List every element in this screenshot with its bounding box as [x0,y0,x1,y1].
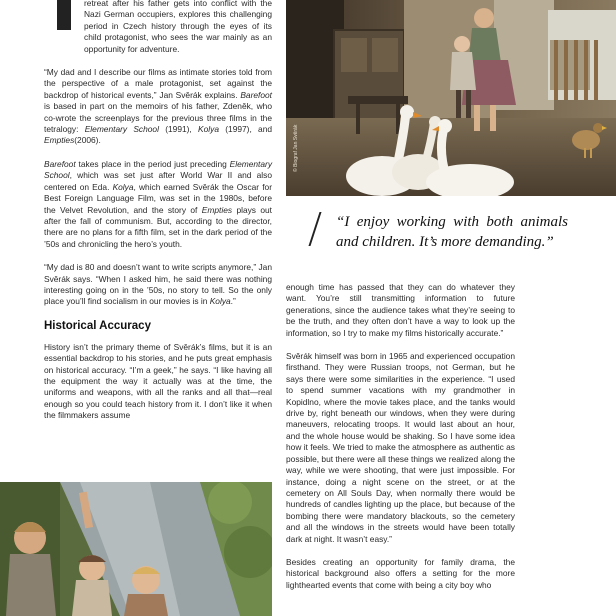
paragraph-history-backdrop: History isn’t the primary theme of Svěrák’s films, but it is an essential backdrop to his stories, and he puts great emphasis on historical accuracy. “I’m a geek,” he says. “I like having all the equipment the way it actually was at the time, the uniforms and weapons, with all the ranks and all that—real enough so you could teach history from it. I don’t like it when the filmmakers assume [44,341,272,421]
paragraph-barefoot-period: Barefoot takes place in the period just preceding Elementary School, which was set just after World War II and also centered on Eda. Kolya, which earned Svěrák the Oscar for Best Foreign Language Film, was set in the 1980s, before the Velvet Revolution, and the story of Empties plays out after the fall of communism. But, according to the director, there are no plans for a fifth film, set in the dark period of the ’50s and chronicling the hero’s youth. [44,158,273,249]
geese-scene-illustration [286,0,616,196]
photo-credit: © Biograf Jan Svěrák [293,124,299,172]
film-still-geese-photo [286,0,616,196]
paragraph-family-drama: Besides creating an opportunity for family drama, the historical background also offers a setting for the more lighthearted events that come with being a city boy who [286,556,515,590]
paragraph-born-1965: Svěrák himself was born in 1965 and experienced occupation firsthand. They were Russian troops, not German, but he says there were some similarities in the experience. “I used to spend summer vacations with my grandmother in Kopidlno, where the movie takes place, and the tanks would drive by, right beneath our windows, when they were during maneuvers, relocating troops. It would last about an hour, and the whole house would be shaking. So I have some idea how it feels. We tried to make the atmosphere as authentic as possible, but there were all these things we realized along the way, while we were shooting, that were just impossible. For instance, doing a night scene on the street, or at the cemetery on All Souls Day, when normally there would be hundreds of candles lighting up the place, but because of the bombing there were mandatory blackouts, so the cemetery and all the windows in the streets would have been totally dark at night. It wasn’t easy.” [286,351,515,544]
pull-quote-block [318,212,568,252]
paragraph-enough-time: enough time has passed that they can do whatever they want. You’re still transmitting information to future generations, since the audience takes what they’re seeing to be the truth, and they often don’t have a way to look up the information, so I try to make my films historically accurate.” [286,282,515,338]
paragraph-dad-80: “My dad is 80 and doesn’t want to write scripts anymore,” Jan Svěrák says. “When I asked him, he said there was nothing interesting going on in the ’50s, no story to tell. So the only place you’ll find socialism in our movies is in Kolya.” [44,262,272,307]
left-column [44,0,272,434]
intro-paragraph: retreat after his father gets into conflict with the Nazi German occupiers, explores this challenging period in Czech history through the eyes of its child protagonist, who sees the war mainly as an opportunity for adventure. [84,0,272,54]
right-column [286,282,515,603]
paragraph-intimate-stories: “My dad and I describe our films as intimate stories told from the perspective of a male protagonist, set against the backdrop of historical events,” Jan Svěrák explains. Barefoot is based in part on the memoirs of his father, Zdeněk, who co-wrote the screenplays for the previous three films in the tetralogy: Elementary School (1991), Kolya (1997), and Empties(2006). [44,67,273,146]
quote-slash-mark [308,212,321,246]
film-still-children-photo [0,482,272,616]
section-heading: Historical Accuracy [44,319,151,332]
children-scene-illustration [0,482,272,616]
pull-quote: “I enjoy working with both animals and children. It’s more demanding.” [336,214,568,250]
